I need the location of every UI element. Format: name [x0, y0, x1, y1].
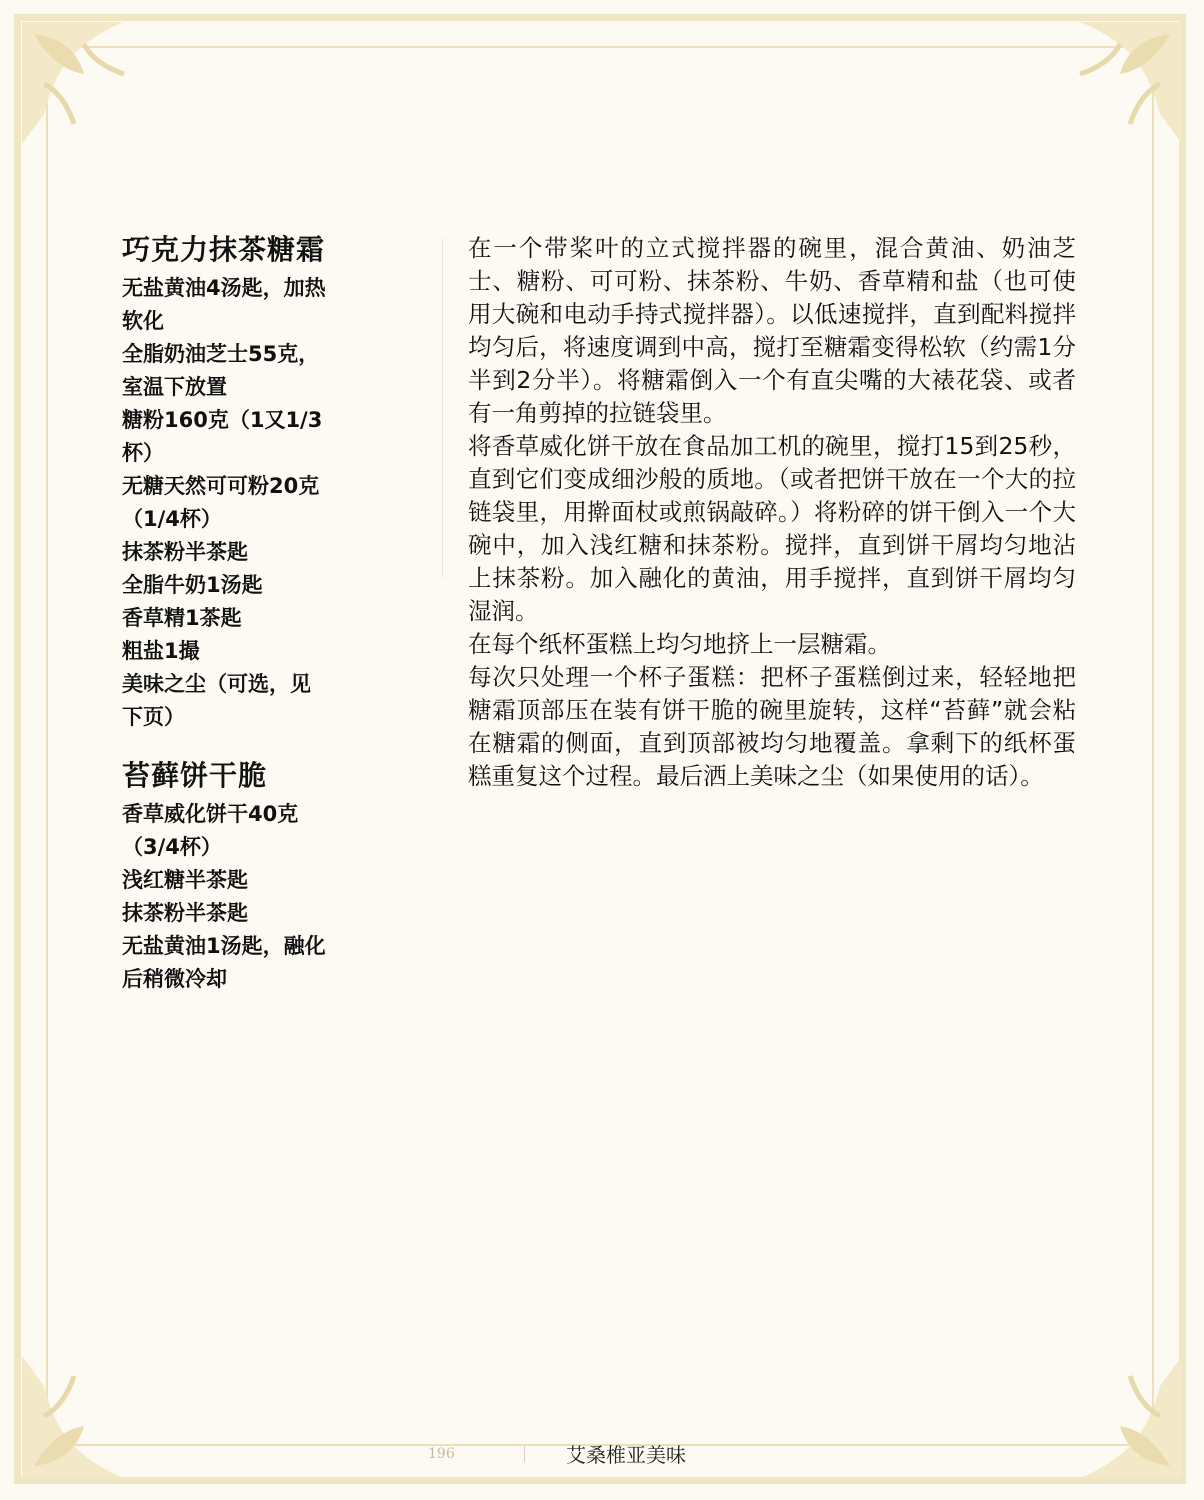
ingredient-line: 杯） [122, 441, 164, 465]
section-spacer [122, 734, 382, 756]
instruction-paragraph: 将香草威化饼干放在食品加工机的碗里，搅打15到25秒，直到它们变成细沙般的质地。（或者把饼干放在一个大的拉链袋里，用擀面杖或煎锅敲碎。）将粉碎的饼干倒入一个大碗中，加入浅红糖和抹茶粉。搅拌，直到饼干屑均匀地沾上抹茶粉。加入融化的黄油，用手搅拌，直到饼干屑均匀湿润。 [468, 432, 1076, 625]
page-footer [0, 1432, 1204, 1472]
ingredient-line: 无盐黄油1汤匙，融化 [122, 934, 326, 958]
ingredient-line: 全脂奶油芝士55克， [122, 342, 320, 366]
corner-ornament-top-left [14, 14, 164, 164]
ingredient-line: 无盐黄油4汤匙，加热 [122, 276, 326, 300]
ingredient-line: 抹茶粉半茶匙 [122, 540, 248, 564]
page-number: 196 [428, 1446, 455, 1462]
recipe-title-frosting: 巧克力抹茶糖霜 [122, 233, 326, 266]
ingredient-line: 糖粉160克（1又1/3 [122, 408, 323, 432]
crumble-ingredient-list [122, 798, 382, 996]
ingredient-line: 软化 [122, 309, 164, 333]
instruction-paragraph: 在一个带桨叶的立式搅拌器的碗里，混合黄油、奶油芝士、糖粉、可可粉、抹茶粉、牛奶、香草精和盐（也可使用大碗和电动手持式搅拌器）。以低速搅拌，直到配料搅拌均匀后，将速度调到中高，搅打至糖霜变得松软（约需1分半到2分半）。将糖霜倒入一个有直尖嘴的大裱花袋、或者有一角剪掉的拉链袋里。 [468, 234, 1076, 427]
recipe-title-crumble: 苔藓饼干脆 [122, 759, 268, 792]
instructions-column [468, 232, 1076, 793]
ingredient-line: 无糖天然可可粉20克 [122, 474, 320, 498]
ingredient-line: 抹茶粉半茶匙 [122, 901, 248, 925]
frosting-ingredient-list [122, 272, 382, 734]
book-title: 艾桑椎亚美味 [566, 1443, 686, 1467]
ingredient-line: 香草精1茶匙 [122, 606, 242, 630]
ingredient-line: 下页） [122, 705, 185, 729]
instruction-paragraph: 每次只处理一个杯子蛋糕：把杯子蛋糕倒过来，轻轻地把糖霜顶部压在装有饼干脆的碗里旋转，这样“苔藓”就会粘在糖霜的侧面，直到顶部被均匀地覆盖。拿剩下的纸杯蛋糕重复这个过程。最后洒上美味之尘（如果使用的话）。 [468, 663, 1076, 790]
ingredient-line: （1/4杯） [122, 507, 222, 531]
corner-ornament-top-right [1040, 14, 1190, 164]
ingredient-line: 粗盐1撮 [122, 639, 200, 663]
ingredient-line: 后稍微冷却 [122, 967, 227, 991]
ingredient-line: （3/4杯） [122, 835, 222, 859]
ingredient-line: 美味之尘（可选，见 [122, 672, 311, 696]
ingredient-line: 室温下放置 [122, 375, 227, 399]
ingredient-line: 香草威化饼干40克 [122, 802, 299, 826]
gutter-line [442, 238, 443, 578]
footer-divider [524, 1446, 525, 1462]
ingredient-line: 全脂牛奶1汤匙 [122, 573, 263, 597]
ingredient-line: 浅红糖半茶匙 [122, 868, 248, 892]
instruction-paragraph: 在每个纸杯蛋糕上均匀地挤上一层糖霜。 [468, 630, 891, 658]
ingredients-column [122, 230, 382, 996]
